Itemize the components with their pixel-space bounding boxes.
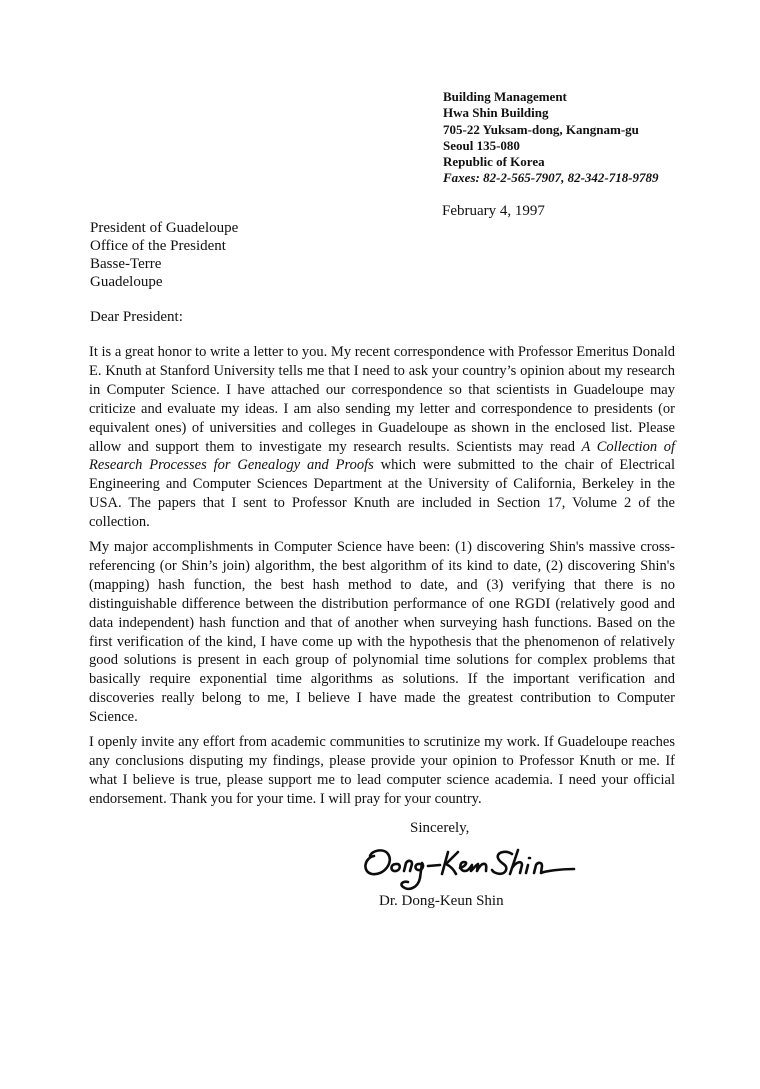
salutation: Dear President: (90, 309, 183, 325)
recipient-line: President of Guadeloupe (90, 220, 239, 236)
sender-line: Building Management (443, 89, 567, 104)
body-paragraph-3: I openly invite any effort from academic communities to scrutinize my work. If Guadeloupe reaches any conclusions disputing my findings, please provide your opinion to Professor Knuth or me. If what I believe is true, please support me to lead computer science academia. I need your official endorsement. Thank you for your time. I will pray for your country. (89, 734, 675, 807)
paragraph-text: It is a great honor to write a letter to you. My recent correspondence with Professor Emeritus Donald E. Knuth at Stanford University tells me that I need to ask your country’s opinion about my research in Computer Science. I have attached our correspondence so that scientists in Guadeloupe may criticize and evaluate my ideas. I am also sending my letter and correspondence to presidents (or equivalent ones) of universities and colleges in Guadeloupe as shown in the enclosed list. Please allow and support them to investigate my research results. Scientists may read (89, 344, 675, 455)
sender-address-block (443, 89, 659, 187)
paragraph-text: which were submitted to the chair of Electrical Engineering and Computer Sciences Department at the University of California, Berkeley in the USA. The papers that I sent to Professor Knuth are included in Section 17, Volume 2 of the collection. (89, 457, 675, 531)
body-paragraph-2: My major accomplishments in Computer Science have been: (1) discovering Shin's massive cross-referencing (or Shin’s join) algorithm, the best algorithm of its kind to date, (2) discovering Shin's (mapping) hash function, the best hash method to date, and (3) verifying that there is no distinguishable difference between the distribution performance of one RGDI (relatively good and data independent) hash function and that of another when surveying hash functions. Based on the first verification of the kind, I have come up with the hypothesis that the phenomenon of relatively good solutions is present in each group of polynomial time solutions for complex problems that basically require exponential time algorithms as solutions. If the important verification and discoveries really belong to me, I believe I have made the greatest contribution to Computer Science. (89, 539, 675, 726)
sender-line: Seoul 135-080 (443, 137, 520, 153)
recipient-address-block (90, 219, 238, 291)
sender-faxes: Faxes: 82-2-565-7907, 82-342-718-9789 (443, 170, 659, 186)
body-paragraph-1 (89, 343, 675, 532)
collection-title: A Collection of Research Processes for Genealogy and Proofs (89, 438, 675, 474)
sender-line: 705-22 Yuksam-dong, Kangnam-gu (443, 121, 639, 137)
closing: Sincerely, (410, 820, 470, 836)
sender-line: Hwa Shin Building (443, 105, 549, 121)
handwritten-signature (360, 838, 590, 894)
sender-line: Republic of Korea (443, 154, 545, 170)
recipient-line: Guadeloupe (90, 274, 163, 290)
recipient-line: Basse-Terre (90, 256, 162, 272)
signer-name: Dr. Dong-Keun Shin (379, 893, 504, 909)
letter-date: February 4, 1997 (442, 203, 545, 219)
recipient-line: Office of the President (90, 238, 226, 254)
